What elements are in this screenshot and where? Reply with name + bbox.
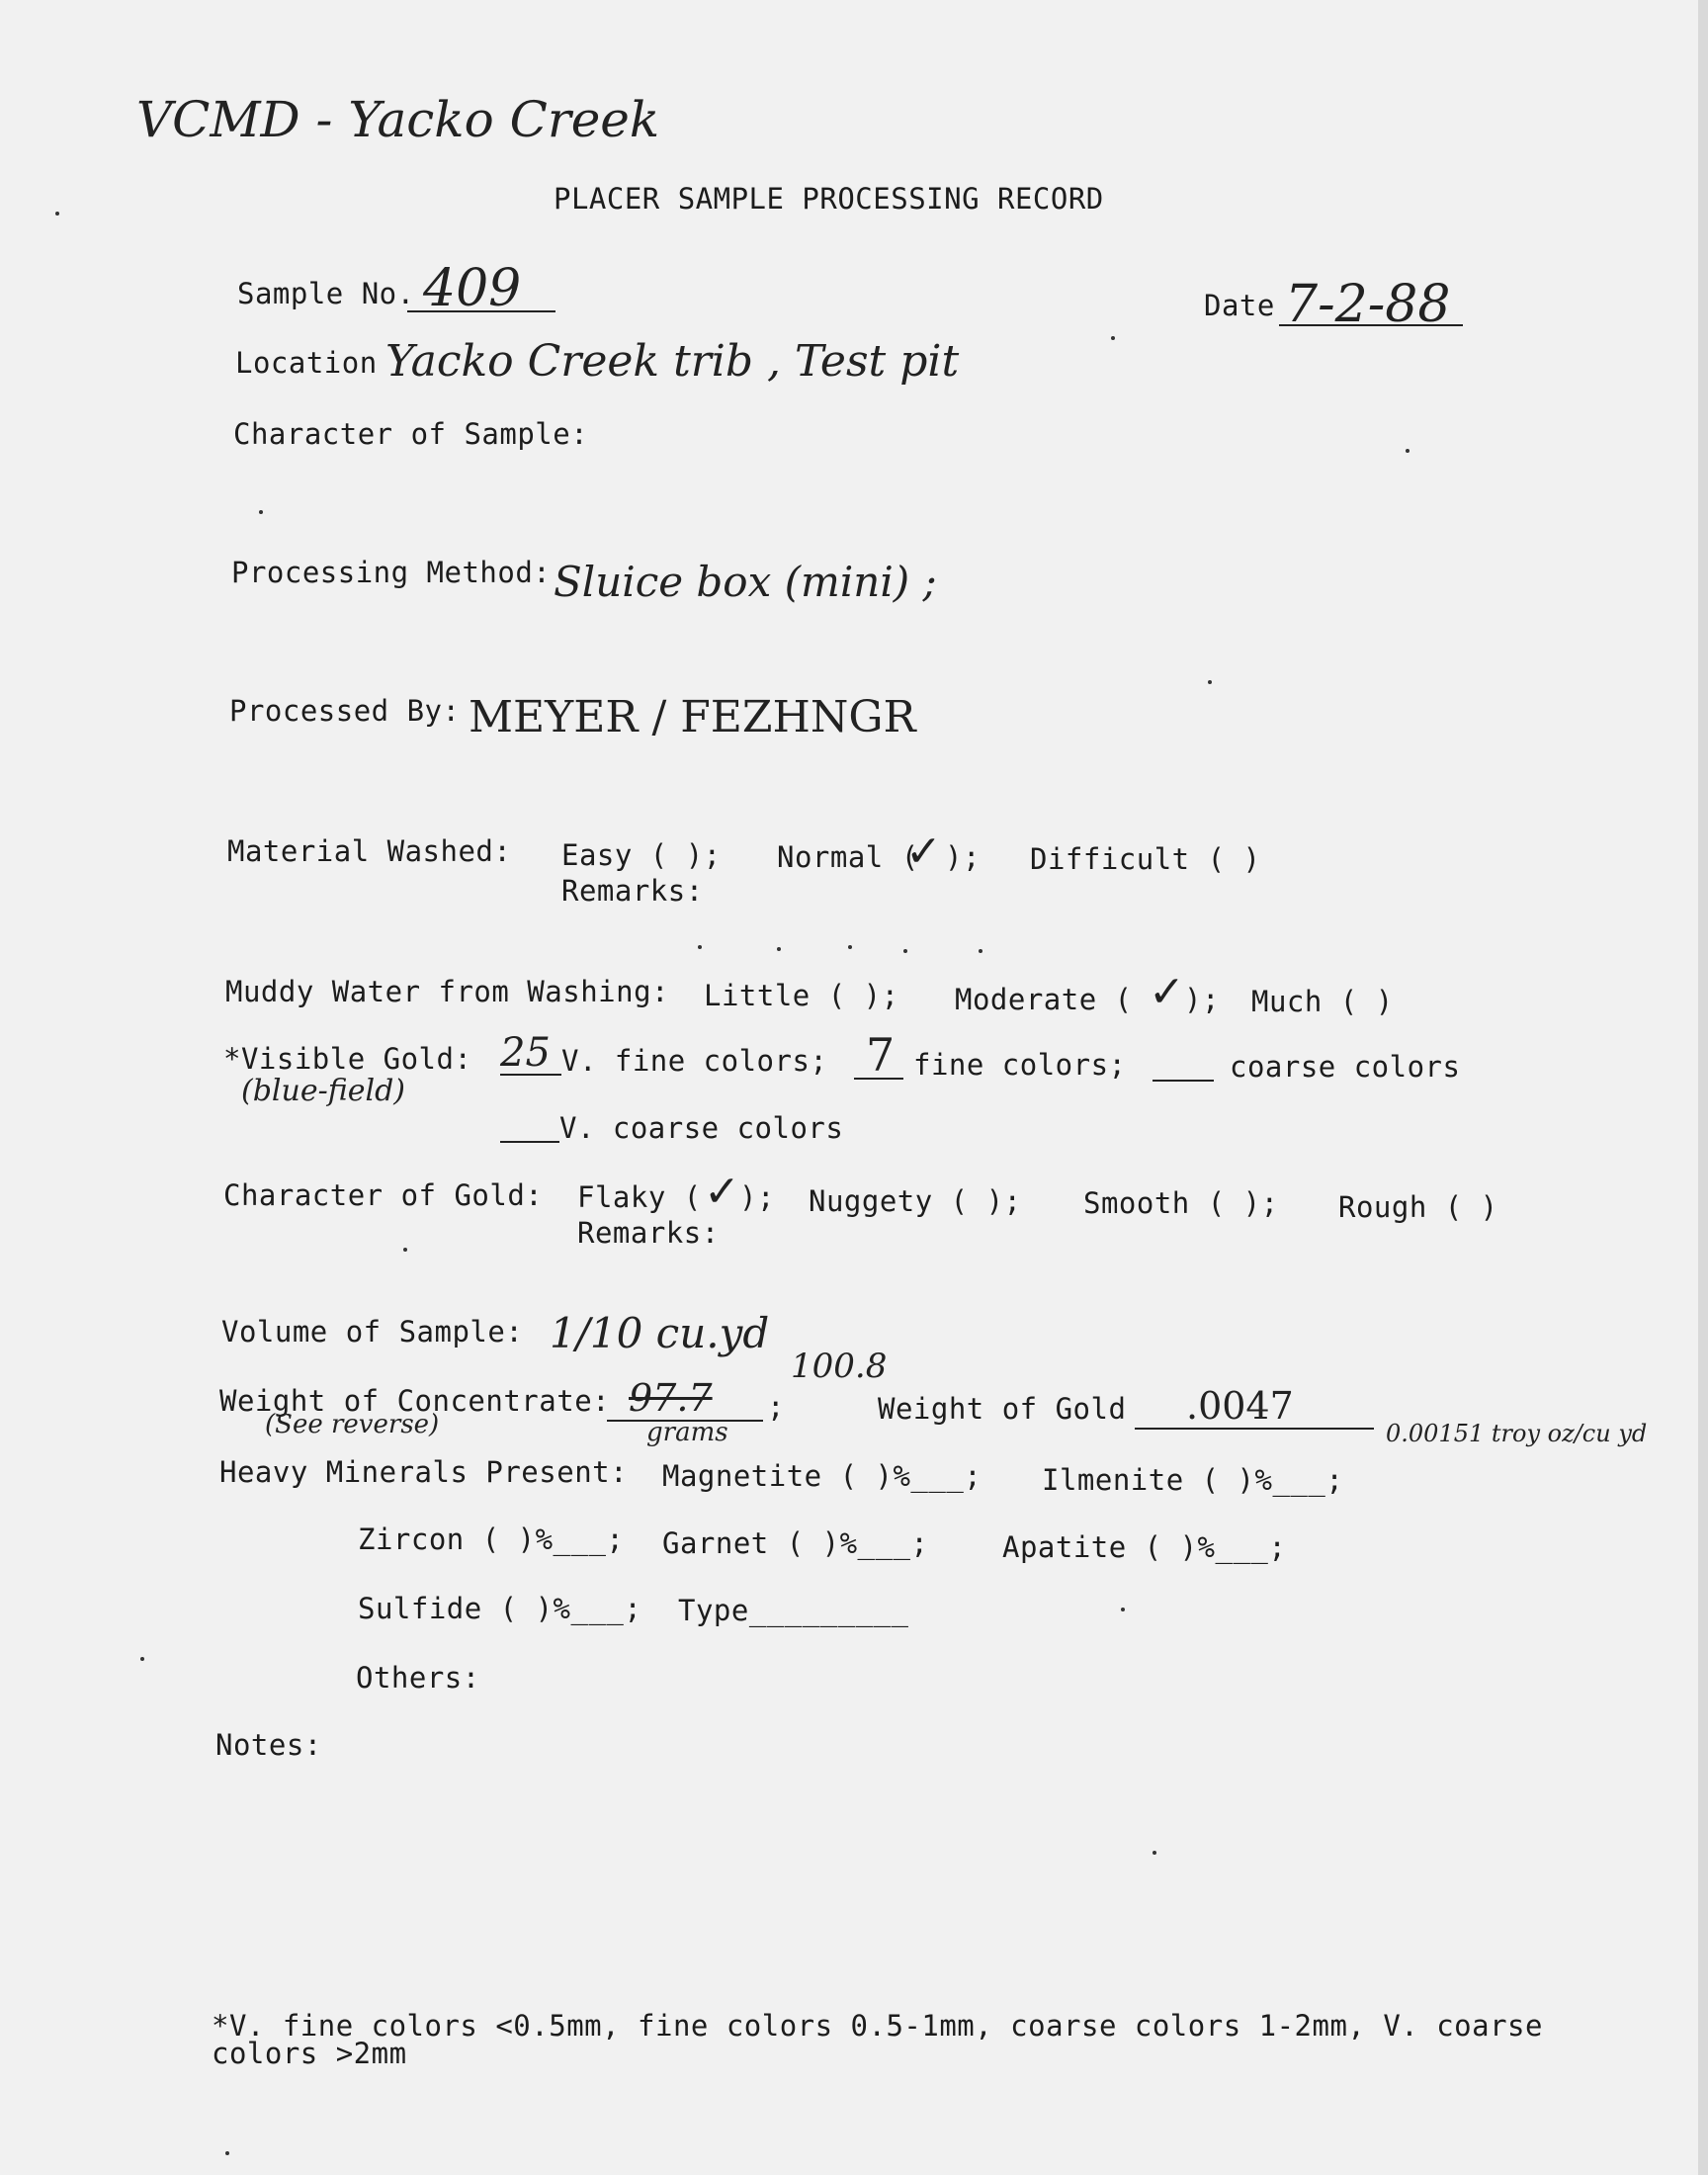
scan-speck	[698, 945, 702, 949]
scan-speck	[979, 949, 982, 953]
material-washed-normal: Normal (	[777, 840, 919, 874]
weight-concentrate-value: 97.7	[629, 1376, 713, 1420]
muddy-water-little: Little ( );	[704, 979, 899, 1012]
volume-value: 1/10 cu.yd	[550, 1309, 770, 1357]
weight-gold-underline	[1135, 1428, 1374, 1430]
muddy-water-moderate-close: );	[1184, 983, 1220, 1016]
material-washed-difficult: Difficult ( )	[1030, 842, 1261, 876]
processing-method-value: Sluice box (mini) ;	[554, 558, 937, 606]
gold-nuggety: Nuggety ( );	[809, 1184, 1022, 1218]
scan-speck	[140, 1657, 144, 1661]
heavy-minerals-garnet: Garnet ( )%___;	[662, 1526, 929, 1560]
sample-no-value: 409	[423, 259, 522, 318]
footnote-line-1: *V. fine colors <0.5mm, fine colors 0.5-1mm, coarse colors 1-2mm, V. coarse	[212, 2009, 1543, 2043]
visible-gold-sub: (blue-field)	[241, 1074, 405, 1108]
fine-count: 7	[866, 1028, 896, 1082]
coarse-underline	[1153, 1080, 1214, 1082]
gold-flaky-check: ✓	[704, 1167, 740, 1217]
heavy-minerals-apatite: Apatite ( )%___;	[1002, 1530, 1287, 1564]
form-title: PLACER SAMPLE PROCESSING RECORD	[554, 182, 1104, 216]
scan-speck	[1153, 1851, 1156, 1855]
scan-speck	[903, 949, 907, 953]
material-washed-easy: Easy ( );	[561, 838, 722, 872]
sample-no-underline	[407, 310, 555, 312]
scan-speck	[403, 1248, 407, 1252]
fine-label: fine colors;	[913, 1048, 1127, 1082]
character-of-gold-label: Character of Gold:	[223, 1178, 544, 1212]
muddy-water-check: ✓	[1149, 967, 1185, 1017]
coarse-label: coarse colors	[1230, 1050, 1461, 1084]
gold-rough: Rough ( )	[1338, 1190, 1498, 1224]
scan-speck	[848, 945, 852, 949]
weight-concentrate-label: Weight of Concentrate:	[219, 1384, 611, 1418]
character-of-sample-label: Character of Sample:	[233, 417, 589, 451]
v-coarse-underline	[500, 1141, 559, 1143]
scan-speck	[1121, 1608, 1125, 1611]
material-washed-label: Material Washed:	[227, 834, 512, 868]
v-coarse-label: V. coarse colors	[559, 1111, 844, 1145]
location-label: Location	[235, 346, 378, 380]
v-fine-underline	[500, 1074, 561, 1076]
weight-concentrate-suffix: ;	[767, 1390, 785, 1424]
v-fine-label: V. fine colors;	[561, 1044, 828, 1078]
sample-no-label: Sample No.	[237, 277, 415, 310]
heavy-minerals-ilmenite: Ilmenite ( )%___;	[1042, 1463, 1344, 1497]
scan-speck	[1111, 336, 1115, 340]
date-label: Date	[1204, 289, 1275, 322]
footnote-line-2: colors >2mm	[212, 2037, 407, 2070]
heavy-minerals-label: Heavy Minerals Present:	[219, 1455, 629, 1489]
muddy-water-moderate: Moderate (	[955, 983, 1133, 1016]
heavy-minerals-sulfide: Sulfide ( )%___;	[358, 1592, 642, 1625]
volume-extra: 100.8	[791, 1347, 888, 1386]
processing-method-label: Processing Method:	[231, 556, 552, 589]
weight-gold-extra: 0.00151 troy oz/cu yd	[1386, 1420, 1648, 1447]
scan-edge	[1698, 0, 1708, 2175]
date-value: 7-2-88	[1285, 275, 1451, 334]
heavy-minerals-zircon: Zircon ( )%___;	[358, 1522, 625, 1556]
processed-by-value: MEYER / FEZHNGR	[469, 692, 916, 742]
visible-gold-label: *Visible Gold:	[223, 1042, 472, 1076]
location-value: Yacko Creek trib , Test pit	[385, 336, 960, 387]
heavy-minerals-magnetite: Magnetite ( )%___;	[662, 1459, 982, 1493]
gold-smooth: Smooth ( );	[1083, 1186, 1279, 1220]
scan-speck	[1208, 680, 1212, 684]
muddy-water-label: Muddy Water from Washing:	[225, 975, 669, 1008]
weight-gold-value: .0047	[1186, 1384, 1294, 1428]
date-underline	[1279, 324, 1463, 326]
scan-speck	[777, 947, 781, 951]
header-note: VCMD - Yacko Creek	[136, 91, 660, 148]
scan-speck	[1406, 449, 1409, 453]
material-washed-normal-close: );	[945, 840, 981, 874]
muddy-water-much: Much ( )	[1251, 985, 1394, 1018]
notes-label: Notes:	[215, 1728, 322, 1762]
fine-underline	[854, 1078, 903, 1080]
heavy-minerals-type: Type_________	[678, 1594, 909, 1627]
material-washed-remarks: Remarks:	[561, 874, 704, 908]
scan-speck	[55, 212, 59, 216]
v-fine-count: 25	[500, 1030, 551, 1076]
scan-speck	[259, 510, 263, 514]
weight-gold-label: Weight of Gold	[878, 1392, 1127, 1426]
gold-flaky-close: );	[739, 1180, 775, 1214]
heavy-minerals-others: Others:	[356, 1661, 480, 1695]
processed-by-label: Processed By:	[229, 694, 461, 728]
scan-speck	[225, 2151, 229, 2155]
character-of-gold-remarks: Remarks:	[577, 1216, 720, 1250]
gold-flaky: Flaky (	[577, 1180, 702, 1214]
weight-concentrate-unit: grams	[646, 1418, 728, 1447]
weight-concentrate-sub: (See reverse)	[265, 1410, 440, 1439]
volume-label: Volume of Sample:	[221, 1315, 524, 1348]
material-washed-check: ✓	[905, 826, 942, 877]
